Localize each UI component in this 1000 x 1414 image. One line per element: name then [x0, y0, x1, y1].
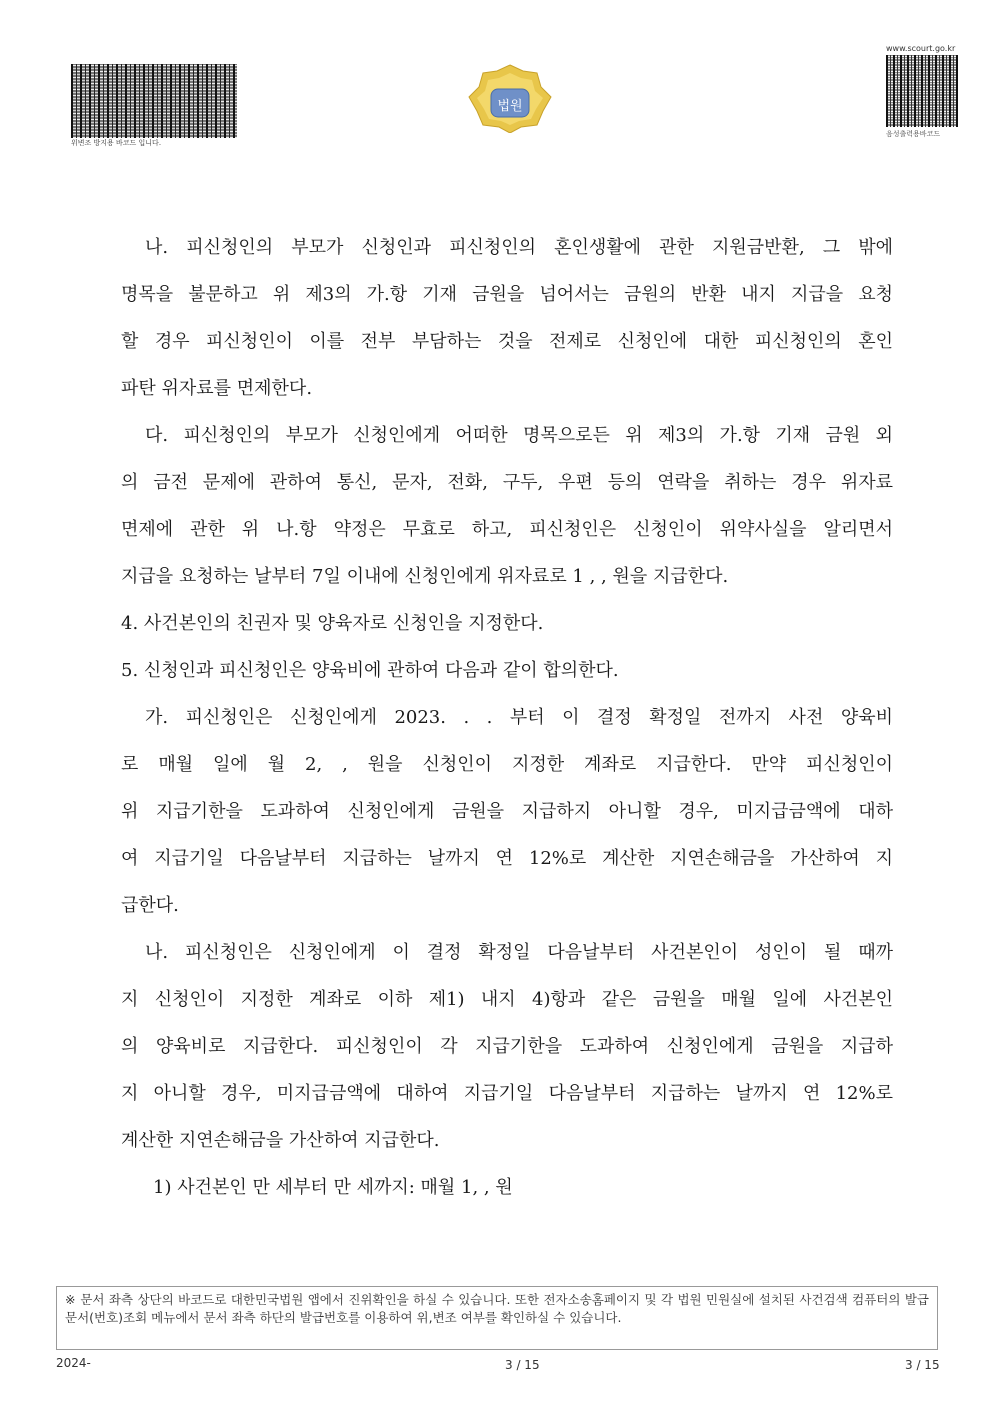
- clause-5-ga-line-1: 가. 피신청인은 신청인에게 2023. . . 부터 이 결정 확정일 전까지 사전 양육비: [145, 707, 893, 728]
- clause-5-na-line-3: 의 양육비로 지급한다. 피신청인이 각 지급기한을 도과하여 신청인에게 금원을 지급하: [121, 1036, 893, 1057]
- issue-number: 2024-: [56, 1356, 91, 1370]
- clause-5-na-line-5: 계산한 지연손해금을 가산하여 지급한다.: [121, 1130, 440, 1151]
- clause-na-line-2: 명목을 불문하고 위 제3의 가.항 기재 금원을 넘어서는 금원의 반환 내지 지급을 요청: [121, 284, 893, 305]
- verification-barcode-caption: 위변조 방지용 바코드 입니다.: [71, 139, 162, 147]
- clause-5-na-line-1: 나. 피신청인은 신청인에게 이 결정 확정일 다음날부터 사건본인이 성인이 될 때까: [145, 942, 893, 963]
- clause-da-line-2: 의 금전 문제에 관하여 통신, 문자, 전화, 구두, 우편 등의 연락을 취하는 경우 위자료: [121, 472, 893, 493]
- clause-5-ga-line-3: 위 지급기한을 도과하여 신청인에게 금원을 지급하지 아니할 경우, 미지급금액에 대하: [121, 801, 893, 822]
- court-emblem-icon: [465, 63, 555, 133]
- clause-5-ga-line-2: 로 매월 일에 월 2, , 원을 신청인이 지정한 계좌로 지급한다. 만약 피신청인이: [121, 754, 893, 775]
- court-url: www.scourt.go.kr: [886, 44, 956, 53]
- clause-5-na-item-1: 1) 사건본인 만 세부터 만 세까지: 매월 1, , 원: [153, 1177, 513, 1198]
- clause-5-ga-line-5: 급한다.: [121, 895, 179, 916]
- clause-da-line-3: 면제에 관한 위 나.항 약정은 무효로 하고, 피신청인은 신청인이 위약사실을 알리면서: [121, 519, 893, 540]
- clause-da-line-4: 지급을 요청하는 날부터 7일 이내에 신청인에게 위자료로 1 , , 원을 지급한다.: [121, 566, 729, 587]
- clause-na-line-3: 할 경우 피신청인이 이를 전부 부담하는 것을 전제로 신청인에 대한 피신청인의 혼인: [121, 331, 893, 352]
- verification-barcode: [71, 64, 237, 138]
- audio-output-qr-code: [886, 55, 958, 127]
- clause-5-na-line-4: 지 아니할 경우, 미지급금액에 대하여 지급기일 다음날부터 지급하는 날까지 연 12%로: [121, 1083, 893, 1104]
- court-emblem-label: 법원: [497, 99, 523, 114]
- audio-output-qr-caption: 음성출력용바코드: [886, 130, 941, 138]
- clause-5-ga-line-4: 여 지급기일 다음날부터 지급하는 날까지 연 12%로 계산한 지연손해금을 가산하여 지: [121, 848, 893, 869]
- clause-4: 4. 사건본인의 친권자 및 양육자로 신청인을 지정한다.: [121, 613, 544, 634]
- clause-5: 5. 신청인과 피신청인은 양육비에 관하여 다음과 같이 합의한다.: [121, 660, 619, 681]
- verification-notice: ※ 문서 좌측 상단의 바코드로 대한민국법원 앱에서 진위확인을 하실 수 있습니다. 또한 전자소송홈페이지 및 각 법원 민원실에 설치된 사건검색 컴퓨터의 발급문서(번호)조회 메뉴에서 문서 좌측 하단의 발급번호를 이용하여 위,변조 여부를 확인하실 수 있습니다.: [56, 1286, 938, 1350]
- clause-5-na-line-2: 지 신청인이 지정한 계좌로 이하 제1) 내지 4)항과 같은 금원을 매월 일에 사건본인: [121, 989, 893, 1010]
- clause-na-line-1: 나. 피신청인의 부모가 신청인과 피신청인의 혼인생활에 관한 지원금반환, 그 밖에: [145, 237, 893, 258]
- page-number-center: 3 / 15: [505, 1358, 540, 1372]
- clause-da-line-1: 다. 피신청인의 부모가 신청인에게 어떠한 명목으로든 위 제3의 가.항 기재 금원 외: [145, 425, 893, 446]
- page-number-right: 3 / 15: [905, 1358, 940, 1372]
- document-body: [121, 224, 893, 1211]
- clause-na-line-4: 파탄 위자료를 면제한다.: [121, 378, 313, 399]
